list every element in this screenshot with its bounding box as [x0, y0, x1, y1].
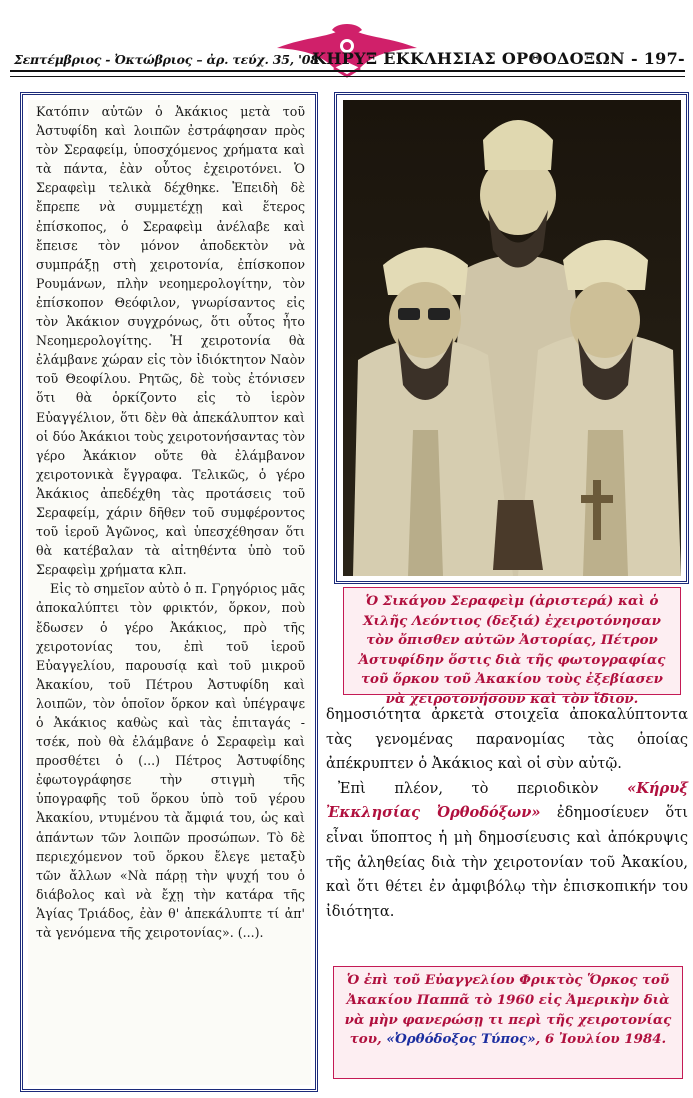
- clipping-text: [28, 100, 311, 942]
- page-header: [0, 0, 693, 80]
- clipping-date: , 6 Ἰουλίου 1984.: [535, 1031, 667, 1048]
- body-paragraph-2: [326, 777, 688, 925]
- three-bishops-photo-icon: [343, 100, 681, 576]
- clipping-paragraph-1: Κατόπιν αὐτῶν ὁ Ἀκάκιος μετὰ τοῦ Ἀστυφίδη καὶ λοιπῶν ἐστράφησαν πρὸς τὸν Σεραφείμ, ὑποσχόμενος χρήματα καὶ τὰ πάντα, ἐὰν οὗτος ἐχειροτόνει. Ὁ Σεραφεὶμ τελικὰ δέχθηκε. Ἐπειδὴ δὲ ἔπρεπε νὰ συμμετέχῃ καὶ ἕτερος ἐπίσκοπος, ὁ Σεραφεὶμ ἀνέλαβε καὶ ἔπεισε τὸν μόνον ἀποδεκτὸν νὰ συμπράξῃ στὴ χειροτονία, ἐπίσκοπον Ρουμάνων, πλὴν νεοημερολογίτην, τὸν ἐπίσκοπον Θεόφιλον, γνωρίσαντος εἰς τὸν Ἀκάκιον συγχρόνως, ὅτι οὗτος ἦτο Νεοημερολογίτης. Ἡ χειροτονία θὰ ἐλάμβανε χώραν εἰς τὸν ἰδιόκτητον Ναὸν τοῦ Θεοφίλου. Ρητῶς, δὲ τοὺς ἐτόνισεν ὅτι θὰ ὁρκίζοντο εἰς τὸ ἱερὸν Εὐαγγέλιον, ὅτι δὲν θὰ ἀπεκάλυπτον καὶ οἱ δύο Ἀκάκιοι τοὺς χειροτονήσαντας τὸν γέρο Ἀκάκιον οὔτε θὰ ἐλάμβανον χειροτονικὰ ἔγγραφα. Τελικῶς, ὁ γέρο Ἀκάκιος ἀπεδέχθη τὰς προτάσεις τοῦ Σεραφείμ, χάριν δῆθεν τοῦ συμφέροντος τοῦ ἱεροῦ Ἀγῶνος, καὶ ὑπεσχέθησαν ὅτι θὰ κατέβαλαν τὰ αἰτηθέντα ὑπὸ τοῦ Σεραφεὶμ χρήματα κλπ.: [36, 104, 305, 578]
- clipping-source: «Ὀρθόδοξος Τύπος»: [386, 1031, 536, 1048]
- clipping-caption: [333, 966, 683, 1079]
- issue-info: Σεπτέμβριος - Ὀκτώβριος – ἀρ. τεύχ. 35, '08: [14, 52, 319, 67]
- body-paragraph-2-end: ἐδημοσίευεν ὅτι εἶναι ὕποπτος ἡ μὴ δημοσίευσις καὶ ἀπόκρυψις τῆς ἀληθείας διὰ τὴν χειροτονίαν τοῦ Ἀκακίου, καὶ ὅτι θέτει ἐν ἀμφιβόλῳ τὴν ἐπισκοπικήν του ἰδιότητα.: [326, 804, 688, 920]
- body-paragraph-1: δημοσιότητα ἀρκετὰ στοιχεῖα ἀποκαλύπτοντα τὰς γενομένας παρανομίας τὰς ὁποίας ἀπέκρυπτεν ὁ Ἀκάκιος καὶ οἱ σὺν αὐτῷ.: [326, 706, 688, 773]
- journal-title: [312, 49, 685, 68]
- periodical-name: «Κήρυξ Ἐκκλησίας Ὀρθοδόξων»: [326, 779, 688, 822]
- header-rule: [10, 70, 685, 77]
- photo-caption: Ὁ Σικάγου Σεραφεὶμ (ἀριστερά) καὶ ὁ Χιλῆς Λεόντιος (δεξιά) ἐχειροτόνησαν τὸν ὄπισθεν αὐτῶν Ἀστορίας, Πέτρον Ἀστυφίδην ὅστις διὰ τῆς φωτογραφίας τοῦ ὅρκου τοῦ Ἀκακίου τοὺς ἐξεβίασεν νὰ χειροτονήσουν καὶ τὸν ἴδιον.: [343, 587, 681, 695]
- newspaper-clipping: [28, 100, 311, 1085]
- clipping-paragraph-2: Εἰς τὸ σημεῖον αὐτὸ ὁ π. Γρηγόριος μᾶς ἀποκαλύπτει τὸν φρικτόν, ὅρκον, ποὺ ἔδωσεν ὁ γέρο Ἀκάκιος, πρὸ τῆς χειροτονίας του, ἐπὶ τοῦ ἱεροῦ Εὐαγγελίου, παρουσίᾳ καὶ τοῦ μικροῦ Ἀκακίου, τοῦ Πέτρου Ἀστυφίδη καὶ λοιπῶν, τὸν ὁποῖον ὅρκον καὶ ὑπέγραψε ὁ Ἀκάκιος καθὼς καὶ τὰς ἐπιταγάς - τσέκ, ποὺ θὰ ἐλάμβανε ὁ Σεραφεὶμ καὶ προσθέτει ὁ (...) Πέτρος Ἀστυφίδης ἐφωτογράφησε τὴν στιγμὴ τῆς ὑπογραφῆς τοῦ ὅρκου ὑπὸ τοῦ γέρου Ἀκακίου, ντυμένου τὰ ἄμφιά του, ὡς καὶ ἁπάντων τῶν λοιπῶν προσώπων. Τὸ δὲ περιεχόμενον τοῦ ὅρκου ἔλεγε μεταξὺ τῶν ἄλλων «Νὰ πάρῃ τὴν ψυχή του ὁ διάβολος καὶ νὰ ἔχῃ τὴν κατάρα τῆς Ἁγίας Τριάδος, ἐὰν θ' ἀπεκάλυπτε τί ἀπ' τὰ γενόμενα τῆς χειροτονίας». (...).: [36, 581, 305, 941]
- article-body: [326, 703, 688, 924]
- double-headed-eagle-icon: [272, 18, 422, 78]
- body-paragraph-2-start: Ἐπὶ πλέον, τὸ περιοδικὸν: [338, 779, 628, 797]
- page-number: - 197-: [630, 49, 685, 68]
- clipping-caption-text: Ὁ ἐπὶ τοῦ Εὐαγγελίου Φρικτὸς Ὅρκος τοῦ Ἀκακίου Παππᾶ τὸ 1960 εἰς Ἀμερικὴν διὰ νὰ μὴν φανερώσῃ τι περὶ τῆς χειροτονίας του,: [344, 972, 672, 1048]
- bishops-photo: [343, 100, 681, 576]
- journal-name: ΚΗΡΥΞ ΕΚΚΛΗΣΙΑΣ ΟΡΘΟΔΟΞΩΝ: [312, 49, 625, 68]
